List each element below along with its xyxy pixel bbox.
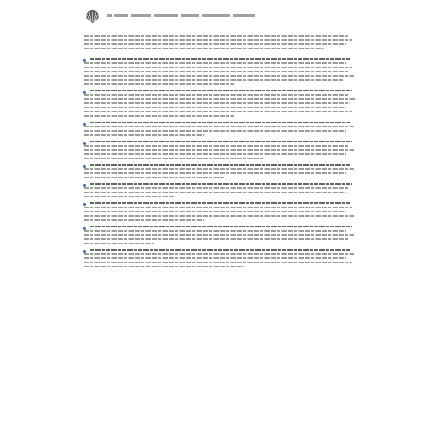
text-line	[84, 149, 354, 151]
text-line	[84, 67, 352, 69]
text-line	[84, 253, 354, 255]
intro-paragraph	[84, 35, 356, 49]
text-line	[84, 262, 352, 264]
bulleted-paragraph	[84, 202, 356, 220]
text-line	[90, 122, 350, 124]
text-line	[84, 211, 346, 213]
bulleted-paragraph	[84, 122, 356, 136]
bulleted-paragraph	[84, 226, 356, 244]
text-line	[84, 177, 224, 179]
text-line	[84, 126, 354, 128]
text-line	[84, 207, 352, 209]
text-line	[90, 90, 352, 92]
bulleted-paragraph	[84, 58, 356, 85]
text-line	[84, 192, 346, 194]
text-line	[90, 202, 350, 204]
text-line	[84, 238, 348, 240]
text-line	[90, 141, 352, 143]
text-line	[90, 58, 350, 60]
text-line	[84, 187, 348, 189]
text-line	[84, 196, 174, 198]
bulleted-paragraph	[84, 141, 356, 159]
text-line	[84, 75, 354, 77]
text-line	[90, 249, 350, 251]
text-line	[84, 79, 343, 81]
text-line	[90, 226, 352, 228]
text-line	[84, 130, 346, 132]
text-line	[84, 172, 346, 174]
text-line	[84, 243, 154, 245]
letterhead	[84, 6, 334, 26]
text-line	[84, 115, 234, 117]
bulleted-paragraph	[84, 164, 356, 178]
text-line	[84, 134, 204, 136]
text-line	[84, 266, 244, 268]
text-line	[84, 102, 350, 104]
text-line	[84, 107, 346, 109]
text-line	[84, 111, 352, 113]
text-line	[84, 94, 348, 96]
text-line	[84, 83, 234, 85]
text-line	[84, 219, 204, 221]
text-line	[84, 98, 355, 100]
bulleted-list	[84, 58, 356, 267]
text-line	[84, 257, 346, 259]
text-line	[90, 183, 352, 185]
text-line	[90, 164, 350, 166]
text-line	[84, 158, 264, 160]
bulleted-paragraph	[84, 183, 356, 197]
text-line	[84, 71, 348, 73]
text-line	[84, 215, 354, 217]
org-name-rendering	[107, 13, 322, 19]
text-line	[84, 153, 346, 155]
text-line	[84, 234, 354, 236]
text-line	[84, 230, 346, 232]
document-body	[84, 35, 356, 272]
bulleted-paragraph	[84, 249, 356, 267]
text-line	[84, 168, 354, 170]
text-line	[84, 62, 346, 64]
scallop-shell-logo-icon	[84, 8, 101, 25]
org-name	[84, 16, 85, 17]
bulleted-paragraph	[84, 90, 356, 117]
text-line	[84, 145, 349, 147]
